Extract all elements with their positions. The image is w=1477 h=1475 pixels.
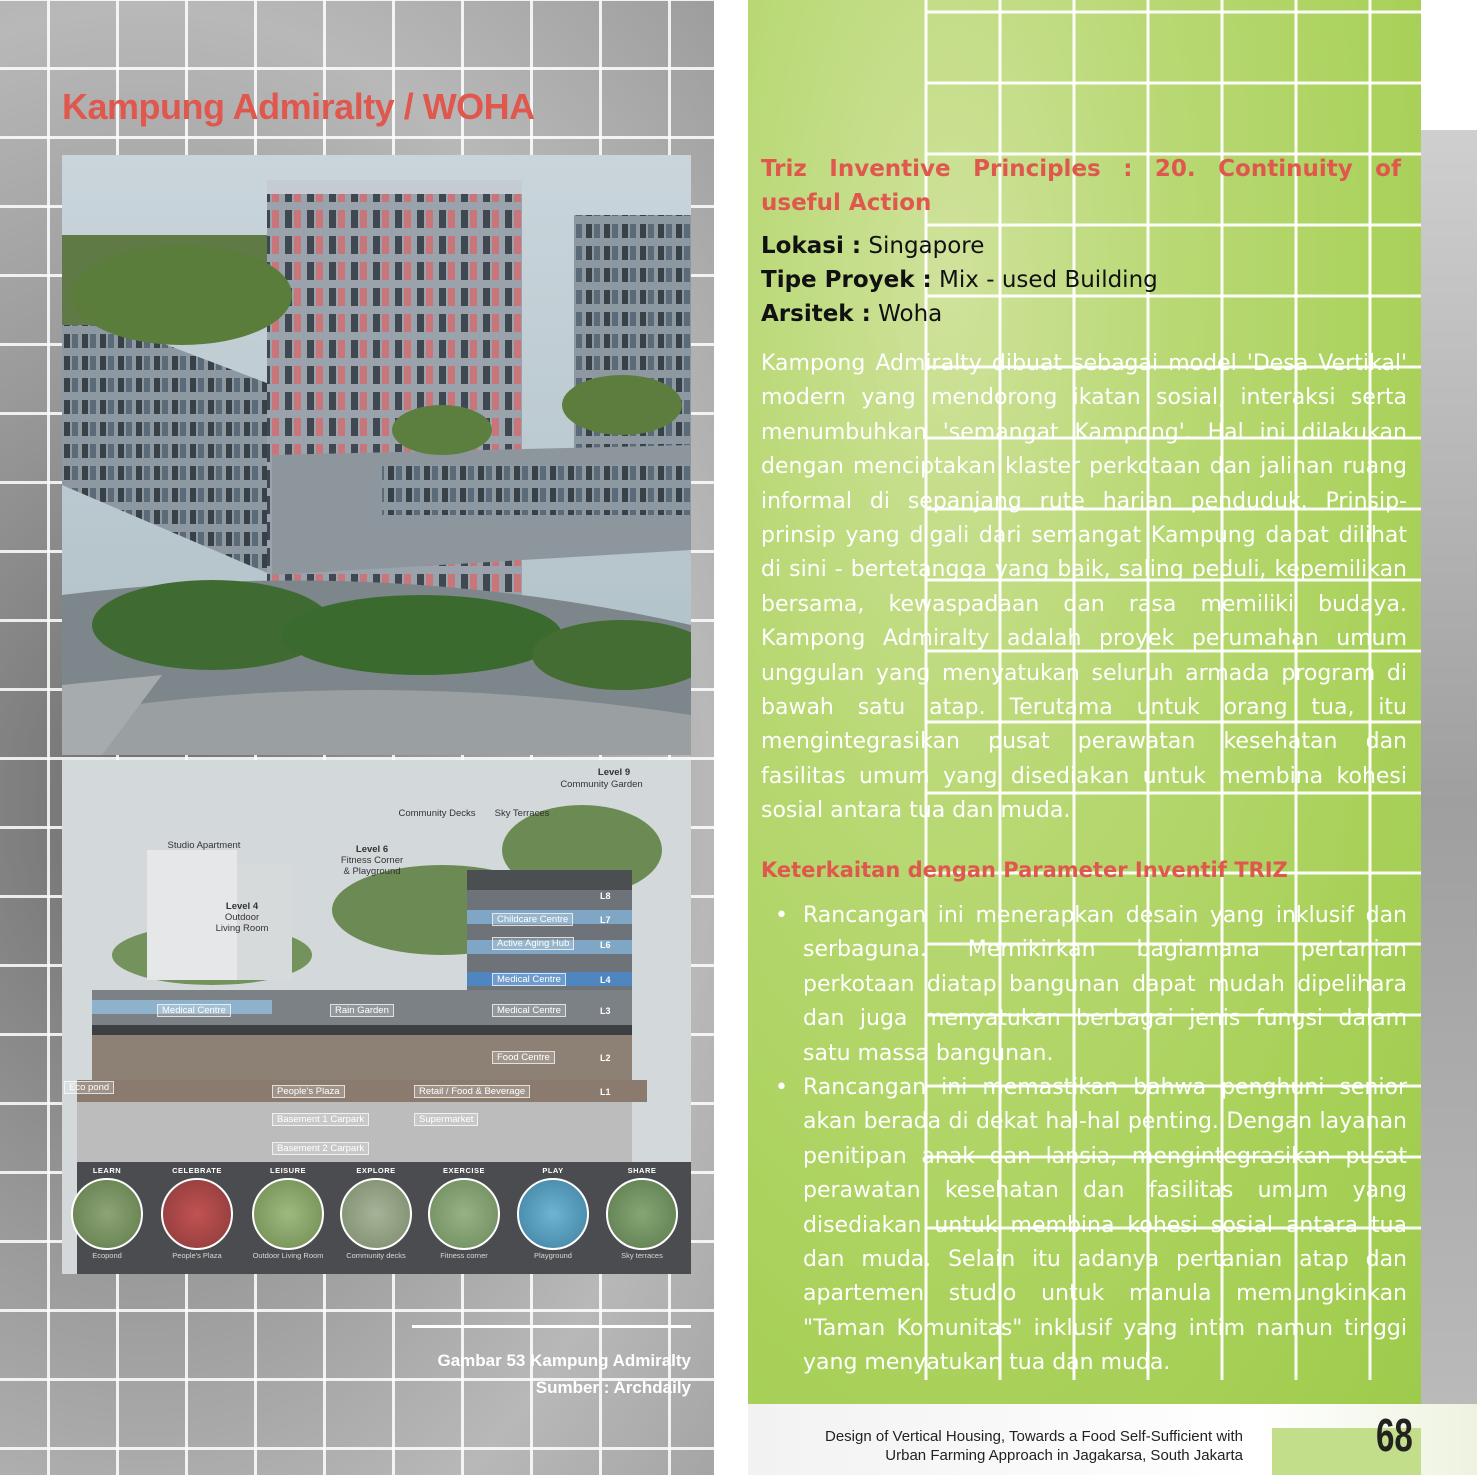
page-number: 68: [1376, 1409, 1413, 1461]
caption-divider: [412, 1325, 691, 1328]
circle-item: [428, 1166, 500, 1260]
building-photo: [62, 155, 691, 755]
triz-principle-title: Triz Inventive Principles : 20. Continuity of useful Action: [761, 156, 1401, 216]
circle-bottom-label: Playground: [534, 1251, 572, 1260]
label-fitness-corner: Fitness Corner: [340, 855, 404, 866]
label-playground: & Playground: [343, 866, 401, 877]
label-level4: Level 4: [225, 901, 259, 912]
meta-location: [761, 229, 1158, 263]
footer-line-2: Urban Farming Approach in Jagakarsa, South Jakarta: [885, 1447, 1243, 1464]
caption-title: Gambar 53 Kampung Admiralty: [437, 1351, 691, 1370]
label-studio-apartment: Studio Apartment: [167, 840, 241, 851]
meta-project-type: [761, 263, 1158, 297]
list-item: • Rancangan ini menerapkan desain yang inklusif dan serbaguna. Memikirkan bagiamana pertanian perkotaan diatap bangunan dapat mudah dipelihara dan juga menyatukan berbagai jenis fungsi dalam satu massa bangunan.: [761, 899, 1407, 1071]
label-community-decks: Community Decks: [398, 808, 476, 819]
caption-source: Sumber : Archdaily: [535, 1378, 691, 1397]
circle-thumbnail: [606, 1178, 678, 1250]
label-sky-terraces: Sky Terraces: [494, 808, 550, 819]
circle-thumbnail: [71, 1178, 143, 1250]
tag-medical-left: Medical Centre: [157, 1004, 231, 1017]
level-marker-l1: L1: [600, 1087, 611, 1097]
level-marker-l6: L6: [600, 940, 611, 950]
label-level9: Level 9: [597, 767, 631, 778]
circle-thumbnail: [340, 1178, 412, 1250]
meta-architect-value: Woha: [870, 301, 943, 327]
circle-thumbnail: [517, 1178, 589, 1250]
circle-bottom-label: Ecopond: [92, 1251, 122, 1260]
circle-bottom-label: Outdoor Living Room: [252, 1251, 324, 1260]
label-living-room: Living Room: [215, 923, 269, 934]
label-outdoor: Outdoor: [224, 912, 260, 923]
meta-location-label: Lokasi :: [761, 233, 862, 259]
tag-basement1: Basement 1 Carpark: [272, 1113, 369, 1126]
circle-bottom-label: Community decks: [346, 1251, 406, 1260]
meta-location-value: Singapore: [861, 233, 985, 259]
circle-top-label: EXPLORE: [356, 1166, 396, 1175]
circle-item: [517, 1166, 589, 1260]
tag-rain-garden: Rain Garden: [330, 1004, 394, 1017]
tag-eco-pond: Eco pond: [64, 1081, 114, 1094]
tag-retail: Retail / Food & Beverage: [414, 1085, 530, 1098]
left-page: [0, 0, 714, 1475]
right-edge-background: [1420, 130, 1477, 1475]
project-description: Kampong Admiralty dibuat sebagai model 'Desa Vertikal' modern yang mendorong ikatan sosial, interaksi serta menumbuhkan 'semangat Kampong'. Hal ini dilakukan dengan menciptakan klaster perkotaan dan jalinan ruang informal di sepanjang rute harian penduduk. Prinsip-prinsip yang digali dari semangat Kampung dapat dilihat di sini - bertetangga yang baik, saling peduli, kepemilikan bersama, kewaspadaan dan rasa memiliki budaya. Kampong Admiralty adalah proyek perumahan umum unggulan yang menyatukan seluruh armada program di bawah satu atap. Terutama untuk orang tua, itu mengintegrasikan pusat perawatan kesehatan dan fasilitas umum yang disediakan untuk membina kohesi sosial antara tua dan muda.: [761, 351, 1407, 824]
circle-thumbnail: [252, 1178, 324, 1250]
tag-basement2: Basement 2 Carpark: [272, 1142, 369, 1155]
meta-architect: [761, 297, 1158, 331]
label-level6: Level 6: [355, 844, 389, 855]
circle-bottom-label: Fitness corner: [440, 1251, 488, 1260]
tag-active-aging: Active Aging Hub: [492, 937, 574, 950]
tag-childcare: Childcare Centre: [492, 913, 573, 926]
level-marker-l2: L2: [600, 1053, 611, 1063]
circle-bottom-label: Sky terraces: [621, 1251, 663, 1260]
tag-medical-l3: Medical Centre: [492, 1004, 566, 1017]
level-marker-l3: L3: [600, 1006, 611, 1016]
circle-item: [252, 1166, 324, 1260]
building-photo-illustration: [62, 155, 691, 755]
meta-project-type-value: Mix - used Building: [931, 267, 1158, 293]
footer-book-title: [825, 1427, 1243, 1465]
page-title: Kampung Admiralty / WOHA: [62, 86, 535, 127]
level-marker-l7: L7: [600, 915, 611, 925]
right-page: [748, 0, 1421, 1404]
circle-top-label: LEARN: [92, 1166, 122, 1175]
label-community-garden: Community Garden: [560, 779, 643, 790]
circle-thumbnail: [161, 1178, 233, 1250]
footer-line-1: Design of Vertical Housing, Towards a Food Self-Sufficient with: [825, 1428, 1243, 1445]
circle-bottom-label: People's Plaza: [172, 1251, 222, 1260]
meta-architect-label: Arsitek :: [761, 301, 871, 327]
list-item: • Rancangan ini memastikan bahwa penghuni senior akan berada di dekat hal-hal penting. Dengan layanan penitipan anak dan lansia, mengintegrasikan pusat perawatan kesehatan dan fasilitas umum yang disediakan untuk membina kohesi sosial antara tua dan muda. Selain itu adanya pertanian atap dan apartemen studio untuk manula memungkinkan "Taman Komunitas" inklusif yang intim namun tinggi yang menyatukan tua dan muda.: [761, 1071, 1407, 1381]
circle-thumbnail: [428, 1178, 500, 1250]
level-marker-l4: L4: [600, 975, 611, 985]
tag-supermarket: Supermarket: [414, 1113, 478, 1126]
tag-medical-l4: Medical Centre: [492, 973, 566, 986]
circle-item: [161, 1166, 233, 1260]
circle-top-label: PLAY: [542, 1166, 564, 1175]
figure-caption: [438, 1347, 692, 1401]
tag-food-centre: Food Centre: [492, 1051, 555, 1064]
circle-top-label: CELEBRATE: [172, 1166, 222, 1175]
tag-peoples-plaza: People's Plaza: [272, 1085, 345, 1098]
meta-project-type-label: Tipe Proyek :: [761, 267, 932, 293]
circle-item: [606, 1166, 678, 1260]
circle-top-label: SHARE: [627, 1166, 657, 1175]
circle-top-label: EXERCISE: [443, 1166, 485, 1175]
circle-top-label: LEISURE: [269, 1166, 306, 1175]
project-meta: [761, 229, 1158, 331]
level-marker-l8: L8: [600, 891, 611, 901]
circle-item: [340, 1166, 412, 1260]
triz-bullet-list: [761, 899, 1407, 1381]
circle-item: [71, 1166, 143, 1260]
section-title: Keterkaitan dengan Parameter Inventif TRIZ: [761, 858, 1288, 882]
